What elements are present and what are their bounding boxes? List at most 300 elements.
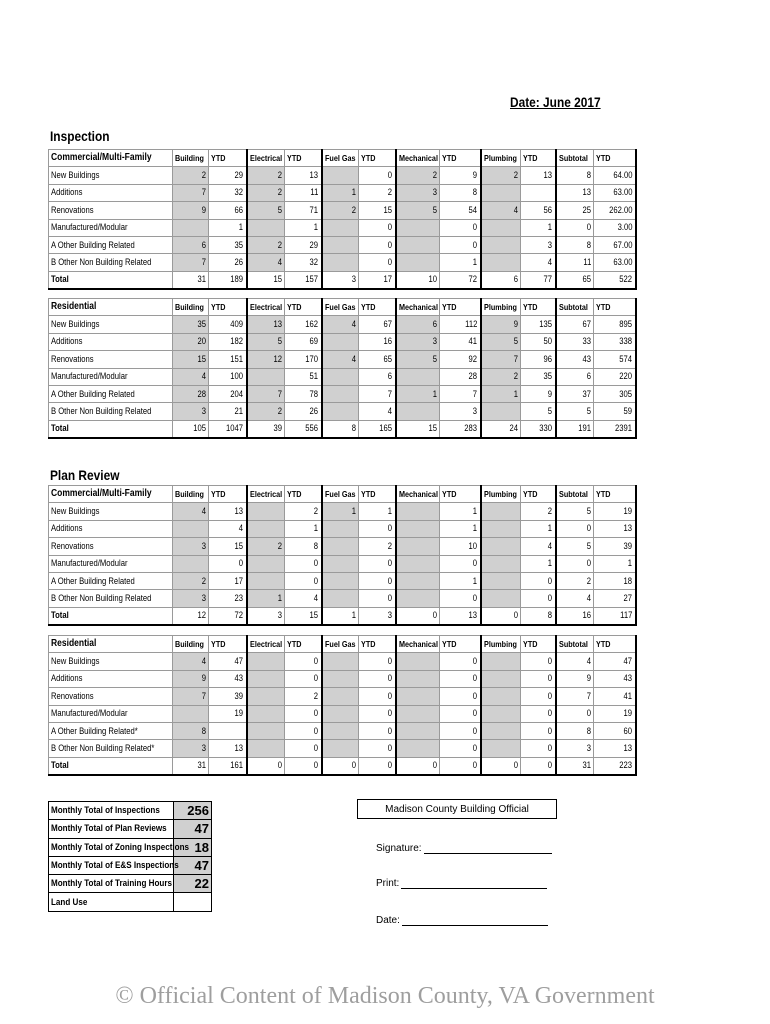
- table-cell: [521, 184, 556, 201]
- summary-value: 47: [174, 820, 212, 838]
- table-cell: 39: [247, 420, 285, 437]
- table-cell: 67.00: [594, 236, 636, 253]
- table-cell: 0: [285, 722, 322, 739]
- column-header: YTD: [359, 486, 396, 503]
- table-header-row: [49, 486, 636, 503]
- table-cell: 0: [285, 653, 322, 670]
- summary-value: 47: [174, 856, 212, 874]
- table-row: [49, 167, 636, 184]
- table-cell: [322, 590, 359, 607]
- summary-row: [49, 856, 212, 874]
- table-row: [49, 333, 636, 350]
- table-cell: 0: [521, 757, 556, 774]
- column-header: Electrical: [247, 486, 285, 503]
- table-cell: 0: [440, 688, 481, 705]
- table-cell: 2: [556, 572, 594, 589]
- table-cell: 16: [556, 607, 594, 624]
- table-cell: 39: [209, 688, 247, 705]
- table-cell: [396, 705, 440, 722]
- table-cell: 7: [173, 184, 209, 201]
- table-cell: 409: [209, 316, 247, 333]
- table-cell: 0: [322, 757, 359, 774]
- table-cell: [322, 333, 359, 350]
- column-header: YTD: [209, 150, 247, 167]
- table-category-header: Residential: [49, 299, 173, 316]
- footer-copyright: © Official Content of Madison County, VA Government: [115, 983, 655, 1009]
- table-cell: 283: [440, 420, 481, 437]
- table-cell: 135: [521, 316, 556, 333]
- row-label: Renovations: [49, 351, 173, 368]
- row-label: Manufactured/Modular: [49, 368, 173, 385]
- summary-value: 22: [174, 875, 212, 893]
- table-cell: 25: [556, 202, 594, 219]
- table-cell: 63.00: [594, 254, 636, 271]
- table-cell: 4: [556, 590, 594, 607]
- table-cell: [322, 368, 359, 385]
- table-row: [49, 653, 636, 670]
- table-cell: [322, 385, 359, 402]
- table-cell: 11: [556, 254, 594, 271]
- table-cell: 50: [521, 333, 556, 350]
- table-cell: [322, 670, 359, 687]
- table-cell: 2: [247, 167, 285, 184]
- table-cell: 1: [440, 254, 481, 271]
- column-header: YTD: [521, 636, 556, 653]
- table-cell: [481, 705, 521, 722]
- row-label: Renovations: [49, 688, 173, 705]
- table-cell: 162: [285, 316, 322, 333]
- table-cell: 9: [556, 670, 594, 687]
- column-header: Fuel Gas: [322, 299, 359, 316]
- table-cell: [481, 590, 521, 607]
- table-row: [49, 368, 636, 385]
- table-cell: 8: [556, 167, 594, 184]
- table-cell: 96: [521, 351, 556, 368]
- column-header: Mechanical: [396, 299, 440, 316]
- column-header: YTD: [285, 299, 322, 316]
- table-cell: 0: [521, 740, 556, 757]
- table-cell: 9: [440, 167, 481, 184]
- table-row: [49, 202, 636, 219]
- column-header: Subtotal: [556, 486, 594, 503]
- table-cell: 5: [247, 202, 285, 219]
- table-cell: 15: [209, 538, 247, 555]
- table-cell: 2: [247, 403, 285, 420]
- row-label: Total: [49, 420, 173, 437]
- table-cell: 895: [594, 316, 636, 333]
- table-cell: [322, 572, 359, 589]
- table-cell: 3: [396, 333, 440, 350]
- table-cell: [247, 219, 285, 236]
- table-cell: 4: [247, 254, 285, 271]
- table-cell: 4: [481, 202, 521, 219]
- table-cell: 2: [285, 688, 322, 705]
- table-cell: [247, 705, 285, 722]
- table-cell: 51: [285, 368, 322, 385]
- table-cell: [481, 538, 521, 555]
- table-cell: 43: [209, 670, 247, 687]
- table-cell: 0: [359, 572, 396, 589]
- table-cell: [322, 538, 359, 555]
- table-cell: 13: [594, 520, 636, 537]
- table-cell: 0: [359, 688, 396, 705]
- row-label: New Buildings: [49, 316, 173, 333]
- table-cell: 0: [285, 705, 322, 722]
- table-cell: 2: [521, 503, 556, 520]
- table-cell: [396, 538, 440, 555]
- table-cell: 0: [440, 219, 481, 236]
- table-cell: 0: [440, 722, 481, 739]
- column-header: Fuel Gas: [322, 636, 359, 653]
- table-cell: 72: [440, 271, 481, 288]
- table-cell: 8: [521, 607, 556, 624]
- table-cell: 112: [440, 316, 481, 333]
- table-cell: 7: [173, 688, 209, 705]
- table-cell: 223: [594, 757, 636, 774]
- table-cell: 11: [285, 184, 322, 201]
- table-cell: [481, 236, 521, 253]
- table-cell: 2: [322, 202, 359, 219]
- table-cell: [396, 368, 440, 385]
- table-cell: 161: [209, 757, 247, 774]
- table-cell: 305: [594, 385, 636, 402]
- column-header: YTD: [359, 299, 396, 316]
- table-cell: 182: [209, 333, 247, 350]
- table-cell: 1: [440, 503, 481, 520]
- table-cell: 32: [285, 254, 322, 271]
- table-cell: 5: [247, 333, 285, 350]
- table-cell: 13: [594, 740, 636, 757]
- table-cell: 3: [173, 538, 209, 555]
- table-cell: 56: [521, 202, 556, 219]
- table-cell: 69: [285, 333, 322, 350]
- table-cell: [173, 555, 209, 572]
- table-cell: 2: [173, 167, 209, 184]
- column-header: Plumbing: [481, 486, 521, 503]
- table-cell: 13: [440, 607, 481, 624]
- column-header: Fuel Gas: [322, 150, 359, 167]
- table-cell: 0: [285, 555, 322, 572]
- table-cell: 2391: [594, 420, 636, 437]
- table-cell: 41: [594, 688, 636, 705]
- table-cell: 29: [285, 236, 322, 253]
- table-cell: [396, 590, 440, 607]
- row-label: B Other Non Building Related: [49, 403, 173, 420]
- row-label: B Other Non Building Related*: [49, 740, 173, 757]
- table-cell: 574: [594, 351, 636, 368]
- inspection-table-0: [48, 149, 637, 290]
- table-cell: 3: [396, 184, 440, 201]
- table-cell: [481, 403, 521, 420]
- summary-label: Monthly Total of Training Hours: [49, 875, 174, 893]
- table-cell: 0: [359, 219, 396, 236]
- table-cell: 4: [359, 403, 396, 420]
- table-cell: 0: [285, 757, 322, 774]
- table-cell: 1: [521, 555, 556, 572]
- table-cell: 2: [247, 538, 285, 555]
- row-label: A Other Building Related: [49, 236, 173, 253]
- table-cell: 1: [322, 503, 359, 520]
- table-cell: 2: [247, 236, 285, 253]
- table-cell: 21: [209, 403, 247, 420]
- table-row: [49, 740, 636, 757]
- table-cell: 3: [440, 403, 481, 420]
- table-cell: [481, 740, 521, 757]
- summary-label: Monthly Total of E&S Inspections: [49, 856, 174, 874]
- table-cell: 3: [556, 740, 594, 757]
- table-cell: 4: [556, 653, 594, 670]
- report-date: Date: June 2017: [510, 94, 601, 110]
- table-cell: [396, 572, 440, 589]
- column-header: YTD: [359, 636, 396, 653]
- table-cell: 9: [481, 316, 521, 333]
- table-cell: 330: [521, 420, 556, 437]
- table-cell: 1: [440, 520, 481, 537]
- table-row: [49, 385, 636, 402]
- table-cell: 0: [440, 757, 481, 774]
- column-header: Electrical: [247, 299, 285, 316]
- table-cell: 15: [247, 271, 285, 288]
- table-cell: [396, 236, 440, 253]
- table-cell: 0: [247, 757, 285, 774]
- table-cell: 26: [209, 254, 247, 271]
- signature-line: [376, 843, 552, 854]
- summary-row: [49, 875, 212, 893]
- table-cell: [396, 520, 440, 537]
- column-header: Electrical: [247, 636, 285, 653]
- row-label: Manufactured/Modular: [49, 705, 173, 722]
- table-cell: 0: [359, 520, 396, 537]
- table-cell: [396, 555, 440, 572]
- table-cell: [322, 653, 359, 670]
- table-cell: 28: [440, 368, 481, 385]
- summary-value: [174, 893, 212, 911]
- table-cell: 6: [556, 368, 594, 385]
- table-cell: 1: [285, 520, 322, 537]
- table-row: [49, 572, 636, 589]
- table-cell: 0: [440, 705, 481, 722]
- table-row: [49, 590, 636, 607]
- table-cell: 0: [556, 555, 594, 572]
- table-cell: 24: [481, 420, 521, 437]
- table-row: [49, 538, 636, 555]
- table-cell: 67: [359, 316, 396, 333]
- column-header: YTD: [285, 150, 322, 167]
- table-cell: 4: [173, 368, 209, 385]
- table-cell: 0: [556, 705, 594, 722]
- table-cell: 2: [481, 167, 521, 184]
- table-cell: 60: [594, 722, 636, 739]
- table-row: [49, 670, 636, 687]
- table-cell: 65: [359, 351, 396, 368]
- summary-value: 18: [174, 838, 212, 856]
- table-cell: 4: [173, 653, 209, 670]
- column-header: Fuel Gas: [322, 486, 359, 503]
- summary-label: Monthly Total of Plan Reviews: [49, 820, 174, 838]
- row-label: New Buildings: [49, 653, 173, 670]
- table-cell: [173, 705, 209, 722]
- table-cell: 7: [440, 385, 481, 402]
- table-cell: 65: [556, 271, 594, 288]
- table-cell: 13: [209, 503, 247, 520]
- table-cell: [396, 403, 440, 420]
- column-header: YTD: [594, 636, 636, 653]
- table-row: [49, 184, 636, 201]
- table-cell: [247, 653, 285, 670]
- table-cell: 20: [173, 333, 209, 350]
- table-cell: [322, 740, 359, 757]
- table-cell: 0: [285, 572, 322, 589]
- table-cell: 8: [440, 184, 481, 201]
- table-cell: [396, 503, 440, 520]
- row-label: Total: [49, 271, 173, 288]
- table-header-row: [49, 299, 636, 316]
- row-label: A Other Building Related: [49, 572, 173, 589]
- table-cell: 189: [209, 271, 247, 288]
- table-cell: 338: [594, 333, 636, 350]
- table-cell: 0: [440, 653, 481, 670]
- table-cell: 1: [440, 572, 481, 589]
- table-cell: 71: [285, 202, 322, 219]
- table-cell: 5: [556, 538, 594, 555]
- table-cell: 0: [440, 555, 481, 572]
- table-cell: 151: [209, 351, 247, 368]
- table-cell: 117: [594, 607, 636, 624]
- table-cell: 0: [481, 607, 521, 624]
- date-label: Date:: [376, 915, 400, 926]
- table-cell: 262.00: [594, 202, 636, 219]
- table-cell: 0: [359, 757, 396, 774]
- table-cell: [481, 670, 521, 687]
- table-cell: 522: [594, 271, 636, 288]
- table-cell: 8: [556, 236, 594, 253]
- table-cell: 0: [359, 670, 396, 687]
- table-cell: 4: [285, 590, 322, 607]
- row-label: Additions: [49, 520, 173, 537]
- table-cell: 1: [521, 520, 556, 537]
- monthly-summary-table: [48, 801, 212, 912]
- table-cell: [481, 503, 521, 520]
- table-total-row: [49, 757, 636, 774]
- table-cell: 7: [247, 385, 285, 402]
- table-cell: 33: [556, 333, 594, 350]
- table-cell: 10: [396, 271, 440, 288]
- column-header: Mechanical: [396, 636, 440, 653]
- table-cell: 3: [322, 271, 359, 288]
- column-header: YTD: [440, 299, 481, 316]
- table-row: [49, 722, 636, 739]
- column-header: YTD: [209, 636, 247, 653]
- table-cell: 66: [209, 202, 247, 219]
- table-cell: [322, 254, 359, 271]
- table-cell: 2: [359, 184, 396, 201]
- table-cell: [481, 688, 521, 705]
- table-cell: [247, 503, 285, 520]
- table-cell: 0: [285, 740, 322, 757]
- table-cell: 29: [209, 167, 247, 184]
- table-cell: [481, 254, 521, 271]
- table-cell: 220: [594, 368, 636, 385]
- table-row: [49, 236, 636, 253]
- summary-row: [49, 838, 212, 856]
- column-header: YTD: [594, 486, 636, 503]
- summary-row: [49, 893, 212, 911]
- row-label: Additions: [49, 333, 173, 350]
- table-cell: 3: [359, 607, 396, 624]
- column-header: YTD: [440, 150, 481, 167]
- row-label: New Buildings: [49, 167, 173, 184]
- table-cell: 31: [556, 757, 594, 774]
- column-header: YTD: [209, 486, 247, 503]
- table-cell: 63.00: [594, 184, 636, 201]
- table-cell: 0: [521, 670, 556, 687]
- table-cell: [396, 740, 440, 757]
- column-header: Plumbing: [481, 636, 521, 653]
- plan-review-title: Plan Review: [50, 467, 120, 483]
- table-cell: 5: [556, 403, 594, 420]
- summary-label: Land Use: [49, 893, 174, 911]
- table-cell: 7: [556, 688, 594, 705]
- table-cell: 0: [359, 254, 396, 271]
- table-cell: 13: [521, 167, 556, 184]
- table-cell: 0: [556, 219, 594, 236]
- table-cell: 59: [594, 403, 636, 420]
- table-cell: 5: [396, 351, 440, 368]
- table-cell: 0: [359, 705, 396, 722]
- row-label: Manufactured/Modular: [49, 555, 173, 572]
- column-header: Plumbing: [481, 150, 521, 167]
- table-cell: 0: [440, 740, 481, 757]
- table-row: [49, 688, 636, 705]
- plan_review-table-0: [48, 485, 637, 626]
- row-label: A Other Building Related: [49, 385, 173, 402]
- table-cell: [247, 688, 285, 705]
- table-cell: 7: [173, 254, 209, 271]
- table-cell: 0: [396, 757, 440, 774]
- table-row: [49, 503, 636, 520]
- plan_review-table-1: [48, 635, 637, 776]
- signature-label: Signature:: [376, 843, 422, 854]
- row-label: Additions: [49, 184, 173, 201]
- table-cell: 32: [209, 184, 247, 201]
- table-cell: 0: [521, 590, 556, 607]
- table-cell: 4: [173, 503, 209, 520]
- row-label: B Other Non Building Related: [49, 254, 173, 271]
- column-header: Building: [173, 150, 209, 167]
- table-cell: 1: [521, 219, 556, 236]
- table-cell: 6: [359, 368, 396, 385]
- table-cell: 0: [359, 740, 396, 757]
- column-header: Building: [173, 636, 209, 653]
- row-label: A Other Building Related*: [49, 722, 173, 739]
- table-cell: 2: [247, 184, 285, 201]
- table-cell: 3: [247, 607, 285, 624]
- table-cell: 7: [481, 351, 521, 368]
- table-cell: 54: [440, 202, 481, 219]
- table-cell: 77: [521, 271, 556, 288]
- table-cell: 41: [440, 333, 481, 350]
- table-cell: 1: [359, 503, 396, 520]
- table-cell: 0: [359, 722, 396, 739]
- table-cell: 35: [173, 316, 209, 333]
- table-cell: 15: [173, 351, 209, 368]
- column-header: YTD: [285, 636, 322, 653]
- table-cell: 5: [521, 403, 556, 420]
- table-cell: [322, 236, 359, 253]
- column-header: YTD: [594, 299, 636, 316]
- table-cell: [247, 572, 285, 589]
- column-header: YTD: [285, 486, 322, 503]
